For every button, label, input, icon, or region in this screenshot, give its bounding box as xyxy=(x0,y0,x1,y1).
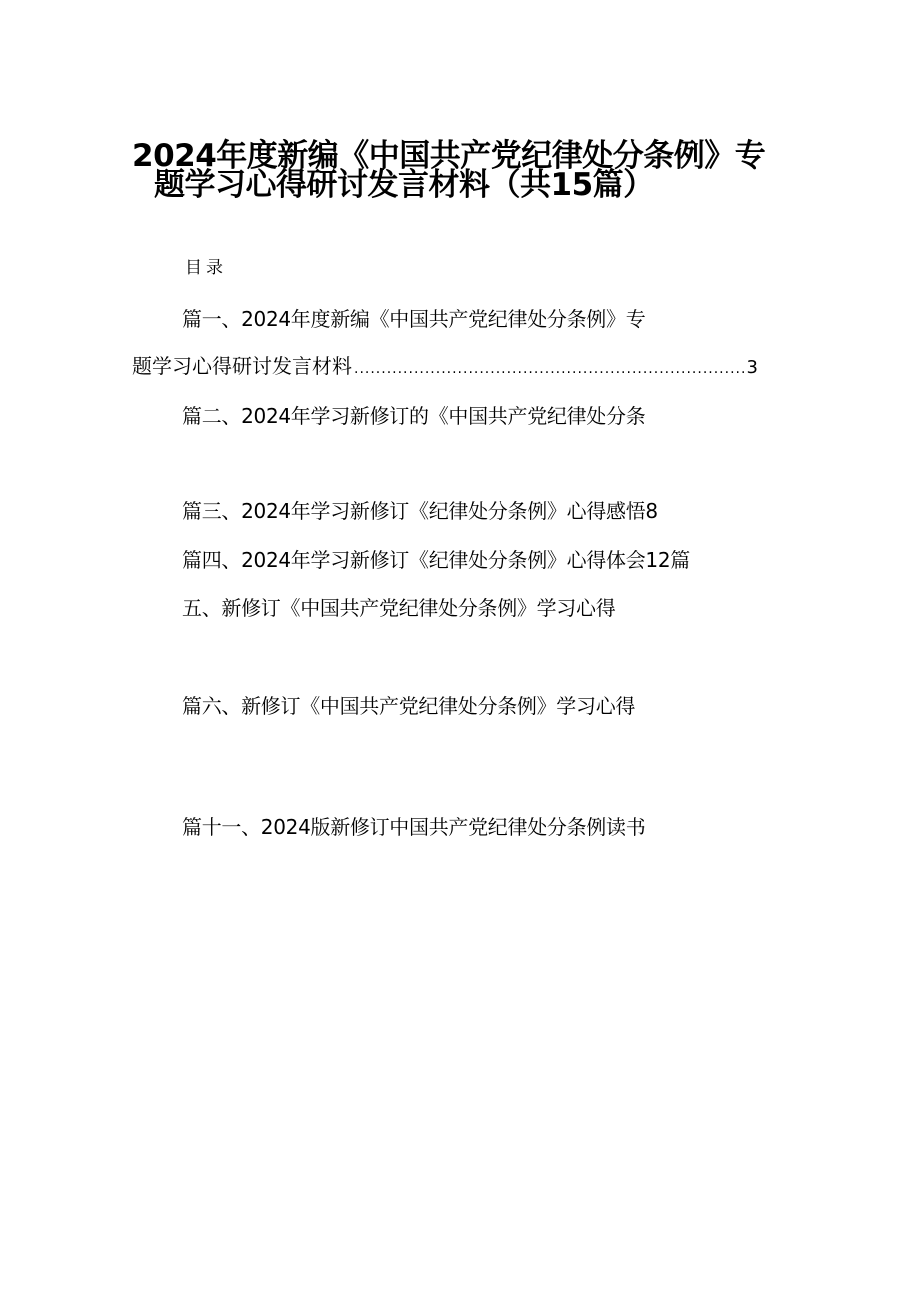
toc-entry-1-continuation[interactable] xyxy=(132,351,758,384)
toc-entry-4[interactable]: 篇四、2024年学习新修订《纪律处分条例》心得体会12篇 xyxy=(182,548,690,572)
toc-entry-1[interactable]: 篇一、2024年度新编《中国共产党纪律处分条例》专 xyxy=(182,307,646,331)
toc-entry-2[interactable]: 篇二、2024年学习新修订的《中国共产党纪律处分条 xyxy=(182,404,646,428)
toc-leader-dots xyxy=(354,354,745,384)
toc-page-number: 3 xyxy=(746,357,758,378)
toc-entry-3[interactable]: 篇三、2024年学习新修订《纪律处分条例》心得感悟8 xyxy=(182,499,658,523)
document-title-line-1: 2024年度新编《中国共产党纪律处分条例》专 xyxy=(132,138,766,174)
toc-entry-5[interactable]: 五、新修订《中国共产党纪律处分条例》学习心得 xyxy=(182,596,616,620)
toc-entry-6[interactable]: 篇六、新修订《中国共产党纪律处分条例》学习心得 xyxy=(182,694,636,718)
toc-entry-11[interactable]: 篇十一、2024版新修订中国共产党纪律处分条例读书 xyxy=(182,815,646,839)
toc-heading: 目录 xyxy=(185,258,227,278)
document-title-line-2: 题学习心得研讨发言材料（共15篇） xyxy=(154,167,654,203)
toc-entry-text: 题学习心得研讨发言材料 xyxy=(132,354,352,378)
